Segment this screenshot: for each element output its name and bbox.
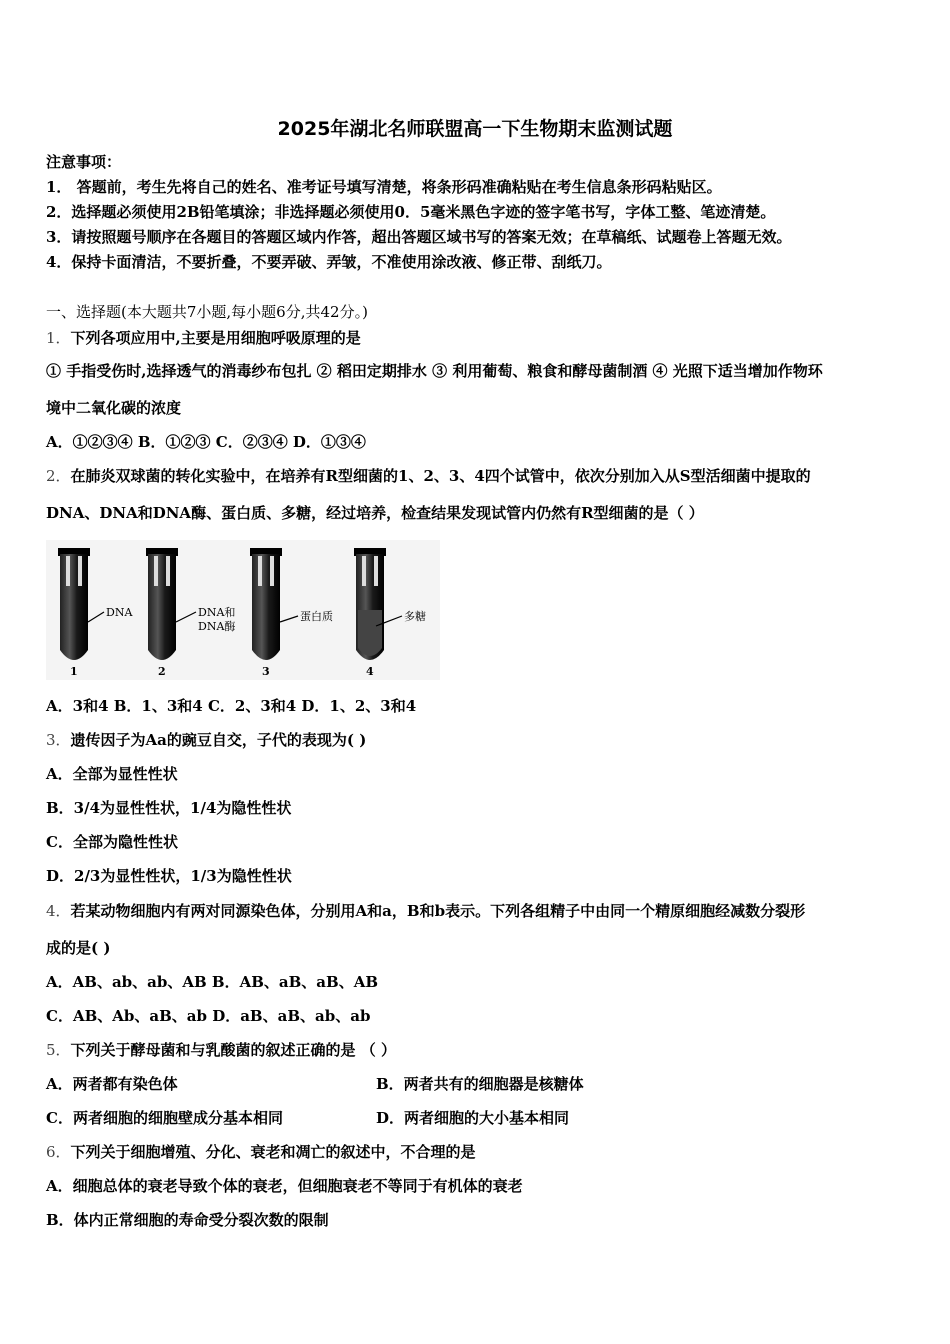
question-stem: 遗传因子为Aa的豌豆自交，子代的表现为( ) <box>70 731 367 749</box>
question-1-options: A．①②③④ B．①②③ C．②③④ D．①③④ <box>46 433 366 451</box>
question-number: 5． <box>46 1041 71 1059</box>
notice-item: 2．选择题必须使用2B铅笔填涂；非选择题必须使用0．5毫米黑色字迹的签字笔书写，字体工整、笔迹清楚。 <box>46 203 776 221</box>
option-b: B．体内正常细胞的寿命受分裂次数的限制 <box>46 1211 329 1229</box>
question-number: 6． <box>46 1143 71 1161</box>
question-6 <box>46 1142 476 1162</box>
question-stem: 在肺炎双球菌的转化实验中，在培养有R型细菌的1、2、3、4四个试管中，依次分别加入从S型活细菌中提取的 <box>70 467 811 485</box>
question-number: 4． <box>46 902 71 920</box>
question-4-options-cd: C．AB、Ab、aB、ab D．aB、aB、ab、ab <box>46 1007 371 1025</box>
question-stem: 下列关于细胞增殖、分化、衰老和凋亡的叙述中，不合理的是 <box>70 1143 476 1161</box>
question-3 <box>46 730 366 750</box>
test-tubes-figure <box>46 540 440 680</box>
tube-number: 2 <box>158 665 166 678</box>
notice-heading: 注意事项： <box>46 153 122 171</box>
tube-label: 多糖 <box>404 610 426 623</box>
question-stem: 下列关于酵母菌和与乳酸菌的叙述正确的是 （ ） <box>70 1041 396 1059</box>
question-stem: 若某动物细胞内有两对同源染色体，分别用A和a，B和b表示。下列各组精子中由同一个精原细胞经减数分裂形 <box>70 902 806 920</box>
page-title: 2025年湖北名师联盟高一下生物期末监测试题 <box>277 118 673 140</box>
option-b: B．两者共有的细胞器是核糖体 <box>376 1075 584 1093</box>
question-4 <box>46 901 805 921</box>
question-1-items-cont: 境中二氧化碳的浓度 <box>46 399 182 417</box>
question-5 <box>46 1040 396 1060</box>
question-2 <box>46 466 811 486</box>
option-a: A．全部为显性性状 <box>46 765 178 783</box>
section-heading: 一、选择题(本大题共7小题,每小题6分,共42分。) <box>46 303 368 321</box>
option-b: B．3/4为显性性状，1/4为隐性性状 <box>46 799 292 817</box>
question-2-stem-cont: DNA、DNA和DNA酶、蛋白质、多糖，经过培养，检查结果发现试管内仍然有R型细菌的是（ ） <box>46 504 704 522</box>
option-c: C．全部为隐性性状 <box>46 833 178 851</box>
question-1-items: ① 手指受伤时,选择透气的消毒纱布包扎 ② 稻田定期排水 ③ 利用葡萄、粮食和酵母菌制酒 ④ 光照下适当增加作物环 <box>46 362 823 380</box>
notice-item: 1． 答题前，考生先将自己的姓名、准考证号填写清楚，将条形码准确粘贴在考生信息条形码粘贴区。 <box>46 178 722 196</box>
tube-number: 3 <box>262 665 270 678</box>
question-2-options: A．3和4 B．1、3和4 C．2、3和4 D．1、2、3和4 <box>46 697 417 715</box>
tube-label: DNA和 <box>198 606 236 619</box>
option-d: D．2/3为显性性状，1/3为隐性性状 <box>46 867 292 885</box>
notice-item: 4．保持卡面清洁，不要折叠，不要弄破、弄皱，不准使用涂改液、修正带、刮纸刀。 <box>46 253 612 271</box>
option-d: D．两者细胞的大小基本相同 <box>376 1109 570 1127</box>
question-number: 3． <box>46 731 71 749</box>
tube-number: 1 <box>70 665 78 678</box>
question-number: 1． <box>46 329 71 347</box>
option-c: C．两者细胞的细胞壁成分基本相同 <box>46 1109 283 1127</box>
question-4-options-ab: A．AB、ab、ab、AB B．AB、aB、aB、AB <box>46 973 379 991</box>
question-1 <box>46 328 361 348</box>
question-stem: 下列各项应用中,主要是用细胞呼吸原理的是 <box>70 329 361 347</box>
tube-label: 蛋白质 <box>300 610 333 623</box>
notice-item: 3．请按照题号顺序在各题目的答题区域内作答，超出答题区域书写的答案无效；在草稿纸、试题卷上答题无效。 <box>46 228 792 246</box>
tube-label: DNA <box>106 606 133 619</box>
question-4-stem-cont: 成的是( ) <box>46 939 111 957</box>
option-a: A．细胞总体的衰老导致个体的衰老，但细胞衰老不等同于有机体的衰老 <box>46 1177 523 1195</box>
question-number: 2． <box>46 467 71 485</box>
tube-label-line2: DNA酶 <box>198 620 236 633</box>
tube-number: 4 <box>366 665 374 678</box>
option-a: A．两者都有染色体 <box>46 1075 178 1093</box>
